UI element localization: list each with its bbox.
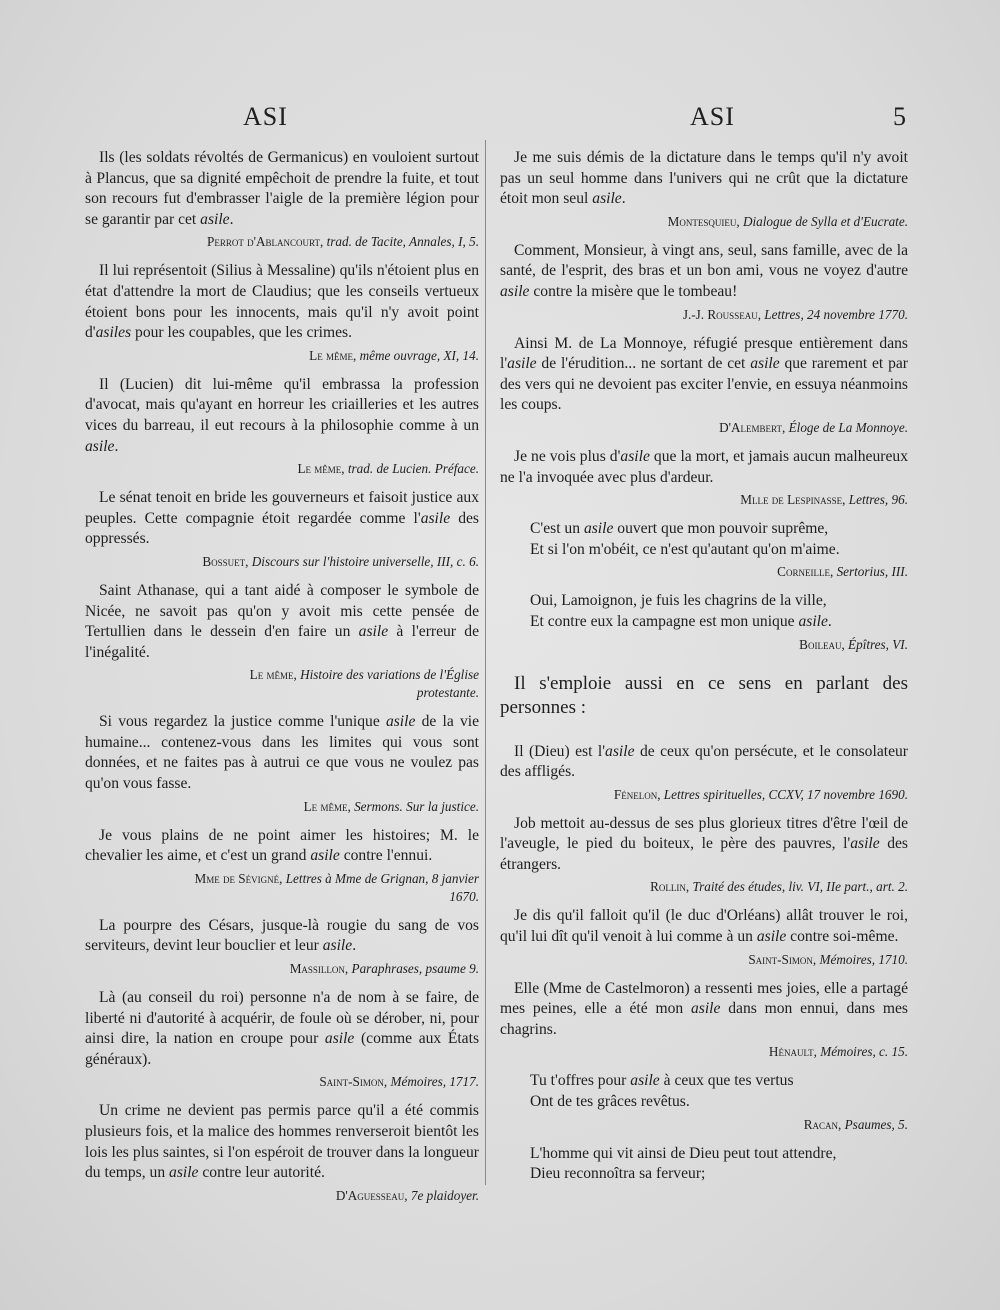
quotation-text: Elle (Mme de Castelmoron) a ressenti mes joies, elle a partagé mes peines, elle a été mon asile dans mon ennui, dans mes chagrins. [500, 979, 908, 1038]
quotation [85, 261, 479, 364]
citation [85, 666, 479, 702]
quotation [500, 591, 908, 653]
quotation [500, 334, 908, 437]
citation-author: Boileau, [799, 636, 845, 652]
verse-line: L'homme qui vit ainsi de Dieu peut tout attendre, [530, 1144, 837, 1162]
citation [85, 798, 479, 816]
citation-author: Le même, [303, 798, 351, 814]
quotation-text: Là (au conseil du roi) personne n'a de nom à se faire, de liberté ni d'autorité à acquérir, de foule où se dérober, ni, pour ainsi dire, la nation en croupe pour asile (comme aux États généraux). [85, 989, 480, 1068]
citation [500, 1116, 908, 1134]
citation-source: Éloge de La Monnoye. [785, 419, 908, 435]
citation-author: Bossuet, [202, 553, 249, 569]
citation-author: Perrot d'Ablancourt, [207, 234, 324, 250]
quotation [500, 814, 908, 897]
quotation-text: La pourpre des Césars, jusque-là rougie du sang de vos serviteurs, devint leur bouclier et leur asile. [85, 916, 479, 955]
citation-author: Fénelon, [613, 786, 661, 802]
citation [500, 563, 908, 581]
citation-source: trad. de Lucien. Préface. [344, 461, 479, 477]
citation-source: Psaumes, 5. [841, 1116, 908, 1132]
quotation-text: Saint Athanase, qui a tant aidé à composer le symbole de Nicée, ne savoit pas qu'on y avoit mis cette pensée de Tertullien dans le dessein d'en faire un asile à l'erreur de l'inégalité. [85, 581, 480, 661]
citation [500, 786, 908, 804]
citation-author: Mme de Sévigné, [194, 870, 283, 886]
citation-author: Saint-Simon, [319, 1074, 388, 1090]
right-column-top [500, 148, 908, 654]
citation-author: Hénault, [768, 1044, 817, 1060]
quotation [500, 1071, 908, 1133]
right-column [500, 148, 908, 1195]
citation [500, 213, 908, 231]
citation [500, 636, 908, 654]
citation [85, 1073, 479, 1091]
citation-source: Mémoires, 1717. [387, 1074, 479, 1090]
quotation [500, 447, 908, 509]
quotation [500, 148, 908, 231]
citation [500, 419, 908, 437]
running-header-right: ASI [690, 102, 735, 131]
citation-source: Histoire des variations de l'Église protestante. [296, 667, 479, 701]
citation [500, 1043, 908, 1061]
citation-source: trad. de Tacite, Annales, I, 5. [323, 234, 479, 250]
quotation [85, 375, 479, 478]
citation-author: Le même, [249, 667, 297, 683]
citation-source: Sertorius, III. [833, 564, 908, 580]
quotation-text: Je dis qu'il falloit qu'il (le duc d'Orléans) allât trouver le roi, qu'il lui dît qu'il venoit à lui comme à un asile contre soi-même. [500, 907, 908, 946]
quotation [500, 979, 908, 1062]
citation [85, 1187, 479, 1205]
citation-source: 7e plaidoyer. [407, 1187, 479, 1203]
quotation [85, 712, 479, 815]
section-heading: Il s'emploie aussi en ce sens en parlant des personnes : [500, 672, 908, 718]
quotation [85, 148, 479, 251]
running-header-left: ASI [243, 102, 288, 131]
verse-line: Dieu reconnoîtra sa ferveur; [530, 1165, 706, 1183]
quotation [500, 1144, 908, 1185]
quotation [85, 988, 479, 1091]
citation-source: Discours sur l'histoire universelle, III, c. 6. [248, 553, 479, 569]
quotation [85, 916, 479, 978]
quotation-text: Je ne vois plus d'asile que la mort, et jamais aucun malheureux ne l'a invoquée avec plus d'ardeur. [500, 447, 908, 486]
citation-source: même ouvrage, XI, 14. [356, 347, 479, 363]
left-column [85, 148, 479, 1215]
citation-source: Traité des études, liv. VI, IIe part., art. 2. [689, 879, 908, 895]
quotation-text: Un crime ne devient pas permis parce qu'il a été commis plusieurs fois, et la malice des hommes renverseroit bientôt les lois les plus saintes, si l'on espéroit de trouver dans la longueur du temps, un asile contre leur autorité. [85, 1102, 479, 1182]
citation [85, 553, 479, 571]
citation [85, 347, 479, 365]
citation-source: Mémoires, 1710. [816, 951, 908, 967]
citation [85, 460, 479, 478]
verse-line: Oui, Lamoignon, je fuis les chagrins de la ville, [530, 592, 827, 610]
quotation-text: Il (Lucien) dit lui-même qu'il embrassa la profession d'avocat, mais qu'ayant en horreur les criailleries et les autres vices du barreau, il eut recours à la philosophie comme à un asile. [85, 375, 479, 455]
citation [500, 878, 908, 896]
citation-author: Corneille, [777, 564, 834, 580]
citation-source: Mémoires, c. 15. [816, 1044, 908, 1060]
quotation-text: Il (Dieu) est l'asile de ceux qu'on persécute, et le consolateur des affligés. [500, 742, 908, 781]
citation-source: Lettres à Mme de Grignan, 8 janvier 1670. [282, 870, 479, 904]
verse-line: Et si l'on m'obéit, ce n'est qu'autant qu'on m'aime. [530, 540, 840, 558]
citation [85, 870, 479, 906]
citation-author: Le même, [309, 347, 357, 363]
quotation-text: Je vous plains de ne point aimer les histoires; M. le chevalier les aime, et c'est un grand asile contre l'ennui. [85, 826, 479, 865]
quotation [85, 488, 479, 571]
page-number: 5 [893, 102, 907, 131]
citation-source: Lettres, 96. [845, 492, 908, 508]
column-divider [485, 140, 486, 1185]
citation-author: Racan, [803, 1116, 842, 1132]
quotation [500, 241, 908, 324]
citation-author: Massillon, [289, 961, 349, 977]
citation [500, 306, 908, 324]
quotation-text: Comment, Monsieur, à vingt ans, seul, sans famille, avec de la santé, de l'esprit, des bras et un bon ami, vous ne voyez d'autre asile contre la misère que le tombeau! [500, 241, 908, 300]
quotation-text: Job mettoit au-dessus de ses plus glorieux titres d'être l'œil de l'aveugle, le pied du boiteux, le père des pauvres, l'asile des étrangers. [500, 814, 909, 873]
citation-source: Lettres, 24 novembre 1770. [761, 306, 908, 322]
citation [85, 233, 479, 251]
citation-author: D'Aguesseau, [335, 1187, 408, 1203]
quotation-text: Je me suis démis de la dictature dans le temps qu'il n'y avoit pas un seul homme dans l'univers qui ne crût que la dictature étoit mon seul asile. [500, 149, 908, 208]
citation-author: Mlle de Lespinasse, [740, 492, 846, 508]
citation-author: Montesquieu, [667, 213, 740, 229]
quotation-text: Ainsi M. de La Monnoye, réfugié presque entièrement dans l'asile de l'érudition... ne sortant de cet asile que rarement et par des vers qui ne devoient pas exciter l'envie, en essuya néanmoins les coups. [500, 334, 908, 414]
citation-source: Lettres spirituelles, CCXV, 17 novembre 1690. [660, 786, 908, 802]
quotation-text: Si vous regardez la justice comme l'unique asile de la vie humaine... contenez-vous dans les limites qui vous sont données, et ne faites pas à autrui ce que vous ne voulez pas qu'on vous fasse. [85, 713, 479, 793]
citation-author: Rollin, [650, 879, 690, 895]
citation-author: D'Alembert, [719, 419, 786, 435]
citation-source: Paraphrases, psaume 9. [348, 961, 479, 977]
verse-line: C'est un asile ouvert que mon pouvoir suprême, [530, 520, 829, 538]
citation-author: Saint-Simon, [748, 951, 817, 967]
right-column-bottom [500, 742, 908, 1185]
citation-author: Le même, [297, 461, 345, 477]
citation [85, 960, 479, 978]
quotation [500, 906, 908, 968]
quotation [85, 581, 479, 702]
verse-line: Tu t'offres pour asile à ceux que tes vertus [530, 1072, 794, 1090]
quotation-text: Ils (les soldats révoltés de Germanicus) en vouloient surtout à Plancus, que sa dignité empêchoit de prendre la fuite, et tout son recours fut d'embrasser l'aigle de la première légion pour se garantir par cet asile. [85, 149, 479, 228]
quotation [85, 826, 479, 906]
citation-source: Dialogue de Sylla et d'Eucrate. [739, 213, 908, 229]
citation-source: Sermons. Sur la justice. [350, 798, 479, 814]
verse-line: Et contre eux la campagne est mon unique asile. [530, 612, 832, 630]
citation [500, 491, 908, 509]
citation-author: J.-J. Rousseau, [682, 306, 761, 322]
quotation-text: Le sénat tenoit en bride les gouverneurs et faisoit justice aux peuples. Cette compagnie étoit regardée comme l'asile des oppressés. [85, 489, 479, 548]
quotation [500, 742, 908, 804]
verse-line: Ont de tes grâces revêtus. [530, 1093, 690, 1111]
citation-source: Épîtres, VI. [844, 636, 908, 652]
quotation [500, 519, 908, 581]
quotation [85, 1101, 479, 1204]
quotation-text: Il lui représentoit (Silius à Messaline) qu'ils n'étoient plus en état d'attendre la mort de Claudius; que les conseils vertueux étoient bons pour les innocents, mais qu'il n'y avoit point d'asiles pour les coupables, que les crimes. [85, 262, 479, 342]
citation [500, 951, 908, 969]
